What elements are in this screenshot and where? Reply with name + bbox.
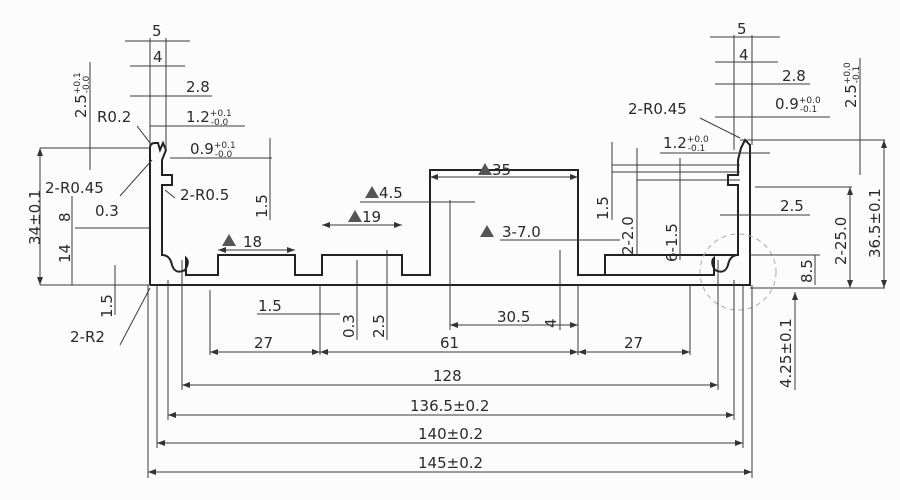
dim-label: 0.3 [95,202,119,220]
dim-label: 27 [624,334,644,352]
dim-label: $0.9^{+0.1}$ -0.0 [190,140,236,160]
dim-label: 140±0.2 [418,425,484,443]
dim-label: 4 [153,48,163,66]
dim-label: $1.2^{+0.0}$ -0.1 [663,134,709,154]
dim-label: 2-R0.45 [45,179,104,197]
dim-label: 128 [433,367,462,385]
dim-label: 18 [243,233,263,251]
dim-label: 4.25±0.1 [777,318,795,388]
dim-label: 8 [56,212,74,222]
dim-label: 6-1.5 [663,223,681,262]
dim-label: 2.8 [782,67,806,85]
bottom-labels [254,334,643,472]
dim-label: 61 [440,334,460,352]
dim-label: 2-R0.5 [180,186,230,204]
dim-label: $2.5^{+0.0}-0.1$ [842,62,862,108]
dim-label: 1.5 [594,196,612,220]
dim-label: 0.3 [340,314,358,338]
dim-label: 4 [542,318,560,328]
dim-label: 34±0.1 [26,189,44,245]
dim-label: 5 [737,20,747,38]
dim-label: $2.5^{+0.1}-0.0$ [72,72,92,118]
dim-label: 5 [152,22,162,40]
triangle-icon [222,234,236,246]
dim-label: 2-2.0 [619,216,637,255]
dim-label: 1.5 [98,294,116,318]
triangle-icon [348,210,362,222]
triangle-icon [480,225,494,237]
dim-label: R0.2 [97,108,132,126]
dim-label: 2.5 [370,314,388,338]
dim-label: 136.5±0.2 [410,397,490,415]
dim-label: 27 [254,334,274,352]
dim-label: 3-7.0 [502,223,541,241]
dim-label: $1.2^{+0.1}$ -0.0 [186,108,232,128]
dim-label: 2.8 [186,78,210,96]
dim-label: 4.5 [379,184,403,202]
dim-label: 2-25.0 [832,216,850,265]
dim-label: 19 [362,208,382,226]
dim-label: 4 [739,46,749,64]
dim-label: 8.5 [798,259,816,283]
dim-label: 35 [492,161,512,179]
dim-label: $0.9^{+0.0}$ -0.1 [775,95,821,115]
dim-label: 30.5 [497,308,531,326]
dim-label: 2.5 [780,197,804,215]
dim-label: 2-R0.45 [628,100,687,118]
triangle-icon [365,186,379,198]
dim-label: 1.5 [253,194,271,218]
dim-label: 14 [56,243,74,263]
dim-label: 145±0.2 [418,454,484,472]
dim-label: 2-R2 [70,328,105,346]
dim-label: 1.5 [258,297,282,315]
dim-label: 36.5±0.1 [866,188,884,258]
